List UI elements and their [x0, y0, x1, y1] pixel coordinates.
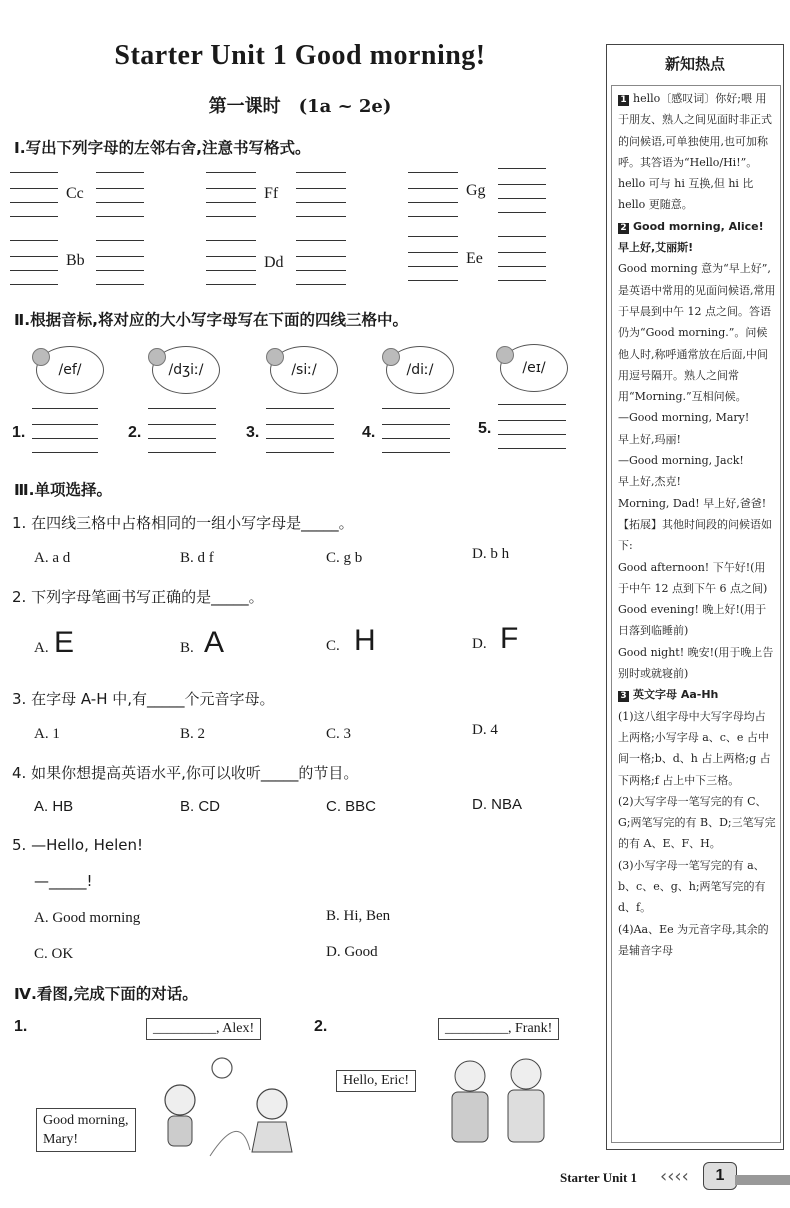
question-5-reply: —_____!: [34, 872, 93, 890]
option[interactable]: A.: [34, 640, 49, 656]
ball-icon: [266, 348, 284, 366]
option[interactable]: B. 2: [180, 726, 206, 742]
ball-icon: [148, 348, 166, 366]
phonetic-bubble: /siː/: [270, 346, 338, 394]
page-title: Starter Unit 1 Good morning!: [114, 40, 486, 71]
question-1: 1. 在四线三格中占格相同的一组小写字母是_____。: [12, 514, 354, 532]
stroke-glyph-a: A: [204, 626, 225, 659]
section1-heading: Ⅰ.写出下列字母的左邻右舍,注意书写格式。: [14, 139, 311, 157]
question-2: 2. 下列字母笔画书写正确的是_____。: [12, 588, 264, 606]
speech-bubble-1: _________, Alex!: [146, 1018, 261, 1040]
option[interactable]: B. CD: [180, 798, 221, 815]
ball-icon: [382, 348, 400, 366]
section2-heading: Ⅱ.根据音标,将对应的大小写字母写在下面的四线三格中。: [14, 311, 408, 329]
option[interactable]: D. b h: [472, 546, 510, 562]
section3-heading: Ⅲ.单项选择。: [14, 481, 113, 499]
option[interactable]: C. OK: [34, 946, 74, 962]
stroke-glyph-e: E: [54, 626, 75, 659]
phonetic-bubble: /dʒiː/: [152, 346, 220, 394]
lesson-title: 第一课时 (1a ~ 2e): [208, 96, 392, 117]
option[interactable]: C. g b: [326, 550, 363, 566]
option[interactable]: C. BBC: [326, 798, 377, 815]
phonetic-bubble: /diː/: [386, 346, 454, 394]
section4-heading: Ⅳ.看图,完成下面的对话。: [14, 985, 198, 1003]
option[interactable]: D. 4: [472, 722, 498, 738]
letter-cc: Cc: [66, 185, 84, 202]
option[interactable]: A. HB: [34, 798, 74, 815]
option[interactable]: A. 1: [34, 726, 60, 742]
phonetic-bubble: /ef/: [36, 346, 104, 394]
phonetic-bubble: /eɪ/: [500, 344, 568, 392]
letter-ff: Ff: [264, 185, 279, 202]
chevron-icon: ‹‹‹‹: [660, 1166, 689, 1187]
question-5: 5. —Hello, Helen!: [12, 836, 144, 854]
sidebar: 新知热点 1 hello〔感叹词〕你好;喂 用于朋友、熟人之间见面时非正式的问候语,可单独使用,也可加称呼。其答语为“Hello/Hi!”。hello 可与 hi 互换,但 hi 比 hello 更随意。 2 Good morning, Alice! 早上好,艾丽斯! Good morning 意为“早上好”,是英语中常用的见面问候语,常用于早晨到中午 12 点之间。答语仍为“Good morning.”。问候他人时,称呼通常放在后面,中间用逗号隔开。熟人之间常用“Morning.”互相问候。 —Good morning, Mary! 早上好,玛丽! —Good morning, Jack! 早上好,杰克! Morning, Dad! 早上好,爸爸! 【拓展】其他时间段的问候语如下: Good afternoon! 下午好!(用于中午 12 点到下午 6 点之间) Good evening! 晚上好!(用于日落到临睡前) Good night! 晚安!(用于晚上告别时或就寝前) 3 英文字母 Aa-Hh (1)这八组字母中大写字母均占上两格;小写字母 a、c、e 占中间一格;b、d、h 占上两格;g 占下两格;f 占上中下三格。 (2)大写字母一笔写完的有 C、G;两笔写完的有 B、D;三笔写完的有 A、E、F、H。 (3)小写字母一笔写完的有 a、b、c、e、g、h;两笔写完的有 d、f。 (4)Aa、Ee 为元音字母,其余的是辅音字母: [606, 44, 784, 1150]
stroke-glyph-h: H: [354, 624, 376, 657]
option[interactable]: A. Good morning: [34, 910, 141, 926]
option[interactable]: C.: [326, 638, 340, 654]
option[interactable]: B. d f: [180, 550, 214, 566]
option[interactable]: B.: [180, 640, 194, 656]
letter-bb: Bb: [66, 252, 85, 269]
option[interactable]: B. Hi, Ben: [326, 908, 391, 924]
letter-dd: Dd: [264, 254, 284, 271]
speech-bubble-3: _________, Frank!: [438, 1018, 559, 1040]
question-3: 3. 在字母 A-H 中,有_____个元音字母。: [12, 690, 275, 708]
sidebar-title: 新知热点: [664, 55, 725, 73]
option[interactable]: C. 3: [326, 726, 352, 742]
letter-gg: Gg: [466, 182, 486, 199]
illustration-1: [150, 1040, 300, 1164]
option[interactable]: A. a d: [34, 550, 71, 566]
illustration-2: [430, 1050, 570, 1164]
footer-bar: [735, 1175, 790, 1185]
page-number: 1: [703, 1162, 737, 1190]
footer-unit: Starter Unit 1: [560, 1170, 638, 1185]
option[interactable]: D. Good: [326, 944, 378, 960]
stroke-glyph-f: F: [500, 622, 519, 655]
ball-icon: [496, 346, 514, 364]
number-badge: 1: [618, 95, 629, 106]
ball-icon: [32, 348, 50, 366]
speech-bubble-4: Hello, Eric!: [336, 1070, 416, 1092]
option[interactable]: D. NBA: [472, 796, 523, 813]
option[interactable]: D.: [472, 636, 487, 652]
number-badge: 3: [618, 691, 629, 702]
speech-bubble-2: Good morning, Mary!: [36, 1108, 136, 1152]
question-4: 4. 如果你想提高英语水平,你可以收听_____的节目。: [12, 764, 359, 782]
letter-ee: Ee: [466, 250, 483, 267]
number-badge: 2: [618, 223, 629, 234]
